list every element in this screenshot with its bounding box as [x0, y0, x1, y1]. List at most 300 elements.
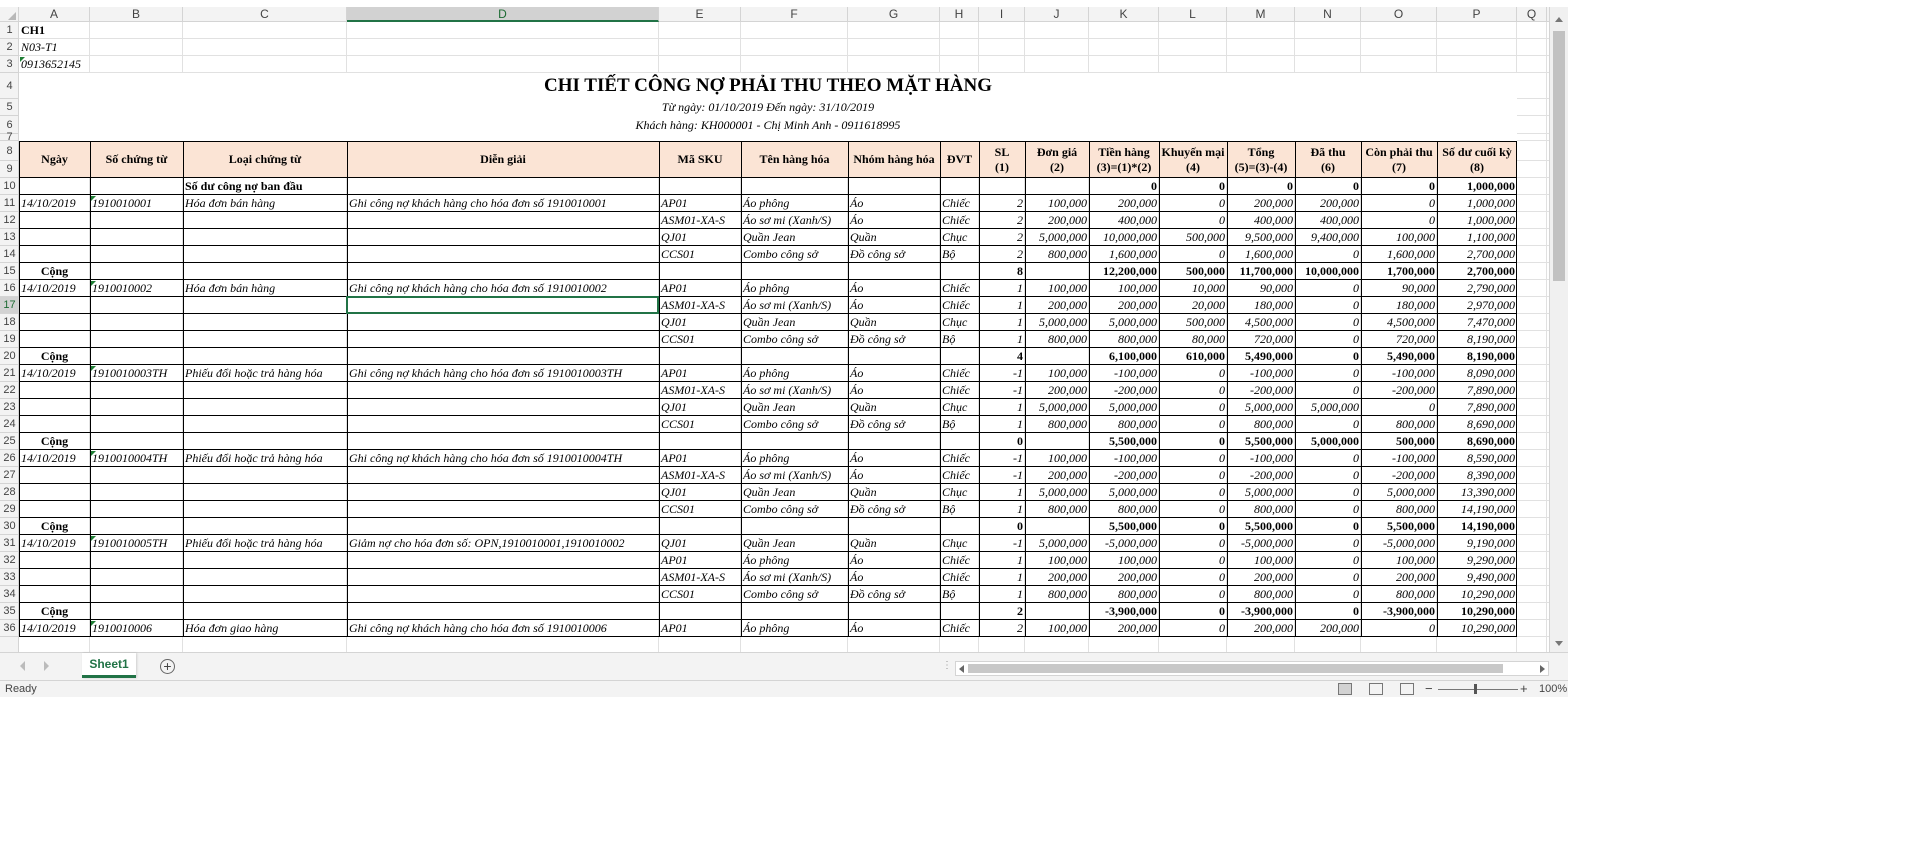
cell-n24[interactable]: 0 — [1353, 417, 1359, 431]
cell-k32[interactable]: 100,000 — [1118, 553, 1157, 567]
cell-h17[interactable]: Chiếc — [942, 298, 970, 312]
cell-b21[interactable]: 1910010003TH — [92, 366, 168, 380]
cell-p16[interactable]: 2,790,000 — [1467, 281, 1515, 295]
cell-g21[interactable]: Áo — [850, 366, 864, 380]
cell-o10[interactable]: 0 — [1429, 179, 1435, 193]
cell-i19[interactable]: 1 — [1017, 332, 1023, 346]
cell-g17[interactable]: Áo — [850, 298, 864, 312]
cell-c26[interactable]: Phiếu đổi hoặc trả hàng hóa — [185, 451, 323, 465]
cell-j13[interactable]: 5,000,000 — [1039, 230, 1087, 244]
cell-g26[interactable]: Áo — [850, 451, 864, 465]
cell-e28[interactable]: QJ01 — [661, 485, 687, 499]
cell-o16[interactable]: 90,000 — [1402, 281, 1435, 295]
cell-k27[interactable]: -200,000 — [1114, 468, 1157, 482]
cell-k17[interactable]: 200,000 — [1118, 298, 1157, 312]
cell-m11[interactable]: 200,000 — [1254, 196, 1293, 210]
cell-j16[interactable]: 100,000 — [1048, 281, 1087, 295]
cell-f19[interactable]: Combo công sở — [743, 332, 819, 346]
cell-p12[interactable]: 1,000,000 — [1467, 213, 1515, 227]
row-header-21[interactable]: 21 — [0, 365, 19, 382]
row-header-29[interactable]: 29 — [0, 501, 19, 518]
row-header-22[interactable]: 22 — [0, 382, 19, 399]
row-header-5[interactable]: 5 — [0, 99, 19, 116]
cell-n28[interactable]: 0 — [1353, 485, 1359, 499]
column-header-c[interactable]: C — [183, 7, 347, 22]
scroll-right-icon[interactable] — [1540, 665, 1545, 673]
vertical-scroll-thumb[interactable] — [1553, 31, 1565, 281]
cell-p36[interactable]: 10,290,000 — [1461, 621, 1515, 635]
cell-k24[interactable]: 800,000 — [1118, 417, 1157, 431]
cell-f17[interactable]: Áo sơ mi (Xanh/S) — [743, 298, 832, 312]
cell-p26[interactable]: 8,590,000 — [1467, 451, 1515, 465]
cell-p29[interactable]: 14,190,000 — [1461, 502, 1515, 516]
cell-l16[interactable]: 10,000 — [1192, 281, 1225, 295]
cell-f12[interactable]: Áo sơ mi (Xanh/S) — [743, 213, 832, 227]
cell-i15[interactable]: 8 — [1017, 264, 1023, 278]
cell-h34[interactable]: Bộ — [942, 587, 956, 601]
column-header-e[interactable]: E — [659, 7, 741, 22]
scroll-left-icon[interactable] — [959, 665, 964, 673]
cell-n14[interactable]: 0 — [1353, 247, 1359, 261]
cell-m33[interactable]: 200,000 — [1254, 570, 1293, 584]
row-header-32[interactable]: 32 — [0, 552, 19, 569]
cell-j31[interactable]: 5,000,000 — [1039, 536, 1087, 550]
cell-i24[interactable]: 1 — [1017, 417, 1023, 431]
prev-sheet-icon[interactable] — [20, 661, 25, 671]
cell-h27[interactable]: Chiếc — [942, 468, 970, 482]
cell-h36[interactable]: Chiếc — [942, 621, 970, 635]
cell-d21[interactable]: Ghi công nợ khách hàng cho hóa đơn số 1910010003TH — [349, 366, 623, 380]
cell-m21[interactable]: -100,000 — [1250, 366, 1293, 380]
cell-f21[interactable]: Áo phông — [743, 366, 790, 380]
cell-n21[interactable]: 0 — [1353, 366, 1359, 380]
cell-g11[interactable]: Áo — [850, 196, 864, 210]
row-header-15[interactable]: 15 — [0, 263, 19, 280]
row-header-2[interactable]: 2 — [0, 39, 19, 56]
cell-n10[interactable]: 0 — [1353, 179, 1359, 193]
cell-e18[interactable]: QJ01 — [661, 315, 687, 329]
cell-h12[interactable]: Chiếc — [942, 213, 970, 227]
cell-i36[interactable]: 2 — [1017, 621, 1023, 635]
cell-c36[interactable]: Hóa đơn giao hàng — [185, 621, 279, 635]
cell-j36[interactable]: 100,000 — [1048, 621, 1087, 635]
cell-p17[interactable]: 2,970,000 — [1467, 298, 1515, 312]
cell-f32[interactable]: Áo phông — [743, 553, 790, 567]
zoom-slider-thumb[interactable] — [1474, 684, 1477, 694]
cell-a16[interactable]: 14/10/2019 — [21, 281, 76, 295]
cell-i28[interactable]: 1 — [1017, 485, 1023, 499]
cell-k22[interactable]: -200,000 — [1114, 383, 1157, 397]
column-header-m[interactable]: M — [1227, 7, 1295, 22]
cell-i13[interactable]: 2 — [1017, 230, 1023, 244]
cell-m14[interactable]: 1,600,000 — [1245, 247, 1293, 261]
cell-n13[interactable]: 9,400,000 — [1311, 230, 1359, 244]
cell-k13[interactable]: 10,000,000 — [1103, 230, 1157, 244]
column-header-k[interactable]: K — [1089, 7, 1159, 22]
cell-p14[interactable]: 2,700,000 — [1467, 247, 1515, 261]
cell-f22[interactable]: Áo sơ mi (Xanh/S) — [743, 383, 832, 397]
row-header-6[interactable]: 6 — [0, 116, 19, 134]
cell-e23[interactable]: QJ01 — [661, 400, 687, 414]
cell-n20[interactable]: 0 — [1353, 349, 1359, 363]
cell-g33[interactable]: Áo — [850, 570, 864, 584]
cell-m23[interactable]: 5,000,000 — [1245, 400, 1293, 414]
cell-a26[interactable]: 14/10/2019 — [21, 451, 76, 465]
row-header-26[interactable]: 26 — [0, 450, 19, 467]
cell-p23[interactable]: 7,890,000 — [1467, 400, 1515, 414]
row-header-8[interactable]: 8 — [0, 141, 19, 161]
cell-p30[interactable]: 14,190,000 — [1461, 519, 1515, 533]
cell-l14[interactable]: 0 — [1219, 247, 1225, 261]
cell-e26[interactable]: AP01 — [661, 451, 688, 465]
cell-k18[interactable]: 5,000,000 — [1109, 315, 1157, 329]
cell-f13[interactable]: Quần Jean — [743, 230, 796, 244]
column-header-q[interactable]: Q — [1517, 7, 1547, 22]
cell-a11[interactable]: 14/10/2019 — [21, 196, 76, 210]
row-header-16[interactable]: 16 — [0, 280, 19, 297]
cell-p18[interactable]: 7,470,000 — [1467, 315, 1515, 329]
cell-f11[interactable]: Áo phông — [743, 196, 790, 210]
cell-n35[interactable]: 0 — [1353, 604, 1359, 618]
cell-h26[interactable]: Chiếc — [942, 451, 970, 465]
zoom-in-button[interactable]: + — [1520, 681, 1528, 696]
cell-a30[interactable]: Cộng — [40, 519, 69, 533]
cell-d36[interactable]: Ghi công nợ khách hàng cho hóa đơn số 1910010006 — [349, 621, 607, 635]
cell-n17[interactable]: 0 — [1353, 298, 1359, 312]
cell-m16[interactable]: 90,000 — [1260, 281, 1293, 295]
select-all-corner[interactable] — [0, 7, 19, 22]
cell-f18[interactable]: Quần Jean — [743, 315, 796, 329]
column-header-d[interactable]: D — [347, 7, 659, 22]
cell-l20[interactable]: 610,000 — [1186, 349, 1225, 363]
cell-o20[interactable]: 5,490,000 — [1387, 349, 1435, 363]
cell-j27[interactable]: 200,000 — [1048, 468, 1087, 482]
cell-k33[interactable]: 200,000 — [1118, 570, 1157, 584]
cell-m28[interactable]: 5,000,000 — [1245, 485, 1293, 499]
cell-n30[interactable]: 0 — [1353, 519, 1359, 533]
cell-o23[interactable]: 0 — [1429, 400, 1435, 414]
cell-g12[interactable]: Áo — [850, 213, 864, 227]
cell-j34[interactable]: 800,000 — [1048, 587, 1087, 601]
cell-h33[interactable]: Chiếc — [942, 570, 970, 584]
cell-h31[interactable]: Chục — [942, 536, 968, 550]
cell-m29[interactable]: 800,000 — [1254, 502, 1293, 516]
cell-n11[interactable]: 200,000 — [1320, 196, 1359, 210]
cell-j22[interactable]: 200,000 — [1048, 383, 1087, 397]
cell-h24[interactable]: Bộ — [942, 417, 956, 431]
cell-g29[interactable]: Đồ công sở — [850, 502, 906, 516]
cell-l27[interactable]: 0 — [1219, 468, 1225, 482]
report-customer[interactable]: Khách hàng: KH000001 - Chị Minh Anh - 0911618995 — [635, 117, 901, 132]
row-header-17[interactable]: 17 — [0, 297, 19, 314]
cell-c16[interactable]: Hóa đơn bán hàng — [185, 281, 276, 295]
cell-k14[interactable]: 1,600,000 — [1109, 247, 1157, 261]
branch-code-cell[interactable]: N03-T1 — [21, 40, 58, 54]
cell-e12[interactable]: ASM01-XA-S — [661, 213, 725, 227]
cell-f16[interactable]: Áo phông — [743, 281, 790, 295]
cell-h13[interactable]: Chục — [942, 230, 968, 244]
cell-f34[interactable]: Combo công sở — [743, 587, 819, 601]
cell-e13[interactable]: QJ01 — [661, 230, 687, 244]
scroll-up-icon[interactable] — [1555, 17, 1563, 22]
cell-i30[interactable]: 0 — [1017, 519, 1023, 533]
cell-d26[interactable]: Ghi công nợ khách hàng cho hóa đơn số 1910010004TH — [349, 451, 623, 465]
cell-f36[interactable]: Áo phông — [743, 621, 790, 635]
cell-i27[interactable]: -1 — [1013, 468, 1023, 482]
cell-l19[interactable]: 80,000 — [1192, 332, 1225, 346]
horizontal-scroll-thumb[interactable] — [968, 664, 1503, 673]
column-header-p[interactable]: P — [1437, 7, 1517, 22]
cell-b11[interactable]: 1910010001 — [92, 196, 152, 210]
cell-b16[interactable]: 1910010002 — [92, 281, 152, 295]
cell-m31[interactable]: -5,000,000 — [1241, 536, 1293, 550]
cell-m36[interactable]: 200,000 — [1254, 621, 1293, 635]
row-header-30[interactable]: 30 — [0, 518, 19, 535]
cell-i23[interactable]: 1 — [1017, 400, 1023, 414]
cell-l34[interactable]: 0 — [1219, 587, 1225, 601]
cell-m34[interactable]: 800,000 — [1254, 587, 1293, 601]
cell-m19[interactable]: 720,000 — [1254, 332, 1293, 346]
horizontal-scrollbar[interactable] — [955, 661, 1549, 676]
cell-i14[interactable]: 2 — [1017, 247, 1023, 261]
cell-g13[interactable]: Quần — [850, 230, 877, 244]
cell-i17[interactable]: 1 — [1017, 298, 1023, 312]
cell-k31[interactable]: -5,000,000 — [1105, 536, 1157, 550]
cell-o26[interactable]: -100,000 — [1392, 451, 1435, 465]
cell-a21[interactable]: 14/10/2019 — [21, 366, 76, 380]
cell-p28[interactable]: 13,390,000 — [1461, 485, 1515, 499]
cell-o22[interactable]: -200,000 — [1392, 383, 1435, 397]
cell-i33[interactable]: 1 — [1017, 570, 1023, 584]
cell-o13[interactable]: 100,000 — [1396, 230, 1435, 244]
cell-m13[interactable]: 9,500,000 — [1245, 230, 1293, 244]
cell-k30[interactable]: 5,500,000 — [1109, 519, 1157, 533]
cell-b31[interactable]: 1910010005TH — [92, 536, 168, 550]
cell-l25[interactable]: 0 — [1219, 434, 1225, 448]
cell-h22[interactable]: Chiếc — [942, 383, 970, 397]
row-header-13[interactable]: 13 — [0, 229, 19, 246]
row-header-20[interactable]: 20 — [0, 348, 19, 365]
cell-b26[interactable]: 1910010004TH — [92, 451, 168, 465]
cell-m10[interactable]: 0 — [1287, 179, 1293, 193]
column-header-g[interactable]: G — [848, 7, 940, 22]
cell-g23[interactable]: Quần — [850, 400, 877, 414]
cell-g19[interactable]: Đồ công sở — [850, 332, 906, 346]
cell-f14[interactable]: Combo công sở — [743, 247, 819, 261]
cell-a25[interactable]: Cộng — [40, 434, 69, 448]
row-header-11[interactable]: 11 — [0, 195, 19, 212]
cell-i11[interactable]: 2 — [1017, 196, 1023, 210]
cell-g18[interactable]: Quần — [850, 315, 877, 329]
normal-view-icon[interactable] — [1338, 683, 1352, 695]
cell-n36[interactable]: 200,000 — [1320, 621, 1359, 635]
cell-p33[interactable]: 9,490,000 — [1467, 570, 1515, 584]
report-date-range[interactable]: Từ ngày: 01/10/2019 Đến ngày: 31/10/2019 — [661, 100, 875, 114]
cell-o19[interactable]: 720,000 — [1396, 332, 1435, 346]
cell-h16[interactable]: Chiếc — [942, 281, 970, 295]
cell-c31[interactable]: Phiếu đổi hoặc trả hàng hóa — [185, 536, 323, 550]
cell-h32[interactable]: Chiếc — [942, 553, 970, 567]
cell-i26[interactable]: -1 — [1013, 451, 1023, 465]
cell-l23[interactable]: 0 — [1219, 400, 1225, 414]
next-sheet-icon[interactable] — [44, 661, 49, 671]
cell-k29[interactable]: 800,000 — [1118, 502, 1157, 516]
column-header-b[interactable]: B — [90, 7, 183, 22]
cell-o35[interactable]: -3,900,000 — [1383, 604, 1435, 618]
column-header-i[interactable]: I — [979, 7, 1025, 22]
cell-p25[interactable]: 8,690,000 — [1467, 434, 1515, 448]
cell-l36[interactable]: 0 — [1219, 621, 1225, 635]
cell-o31[interactable]: -5,000,000 — [1383, 536, 1435, 550]
cell-k16[interactable]: 100,000 — [1118, 281, 1157, 295]
cell-m27[interactable]: -200,000 — [1250, 468, 1293, 482]
cell-j24[interactable]: 800,000 — [1048, 417, 1087, 431]
cell-k26[interactable]: -100,000 — [1114, 451, 1157, 465]
cell-k11[interactable]: 200,000 — [1118, 196, 1157, 210]
cell-e36[interactable]: AP01 — [661, 621, 688, 635]
cell-i22[interactable]: -1 — [1013, 383, 1023, 397]
cell-o25[interactable]: 500,000 — [1396, 434, 1435, 448]
cell-d16[interactable]: Ghi công nợ khách hàng cho hóa đơn số 1910010002 — [349, 281, 607, 295]
cell-l33[interactable]: 0 — [1219, 570, 1225, 584]
cell-f29[interactable]: Combo công sở — [743, 502, 819, 516]
cell-o15[interactable]: 1,700,000 — [1387, 264, 1435, 278]
cell-m30[interactable]: 5,500,000 — [1245, 519, 1293, 533]
cell-d11[interactable]: Ghi công nợ khách hàng cho hóa đơn số 1910010001 — [349, 196, 607, 210]
cell-a20[interactable]: Cộng — [40, 349, 69, 363]
cell-n33[interactable]: 0 — [1353, 570, 1359, 584]
row-header-23[interactable]: 23 — [0, 399, 19, 416]
row-header-36[interactable]: 36 — [0, 620, 19, 637]
cell-n18[interactable]: 0 — [1353, 315, 1359, 329]
cell-p19[interactable]: 8,190,000 — [1467, 332, 1515, 346]
cell-l12[interactable]: 0 — [1219, 213, 1225, 227]
page-break-view-icon[interactable] — [1400, 683, 1414, 695]
cell-p27[interactable]: 8,390,000 — [1467, 468, 1515, 482]
cell-n19[interactable]: 0 — [1353, 332, 1359, 346]
cell-p34[interactable]: 10,290,000 — [1461, 587, 1515, 601]
cell-o24[interactable]: 800,000 — [1396, 417, 1435, 431]
cell-e19[interactable]: CCS01 — [661, 332, 696, 346]
cell-h14[interactable]: Bộ — [942, 247, 956, 261]
cell-o18[interactable]: 4,500,000 — [1387, 315, 1435, 329]
row-header-7[interactable]: 7 — [0, 134, 19, 141]
cell-m15[interactable]: 11,700,000 — [1239, 264, 1293, 278]
cell-m17[interactable]: 180,000 — [1254, 298, 1293, 312]
column-header-j[interactable]: J — [1025, 7, 1089, 22]
cell-o27[interactable]: -200,000 — [1392, 468, 1435, 482]
row-header-25[interactable]: 25 — [0, 433, 19, 450]
cell-a31[interactable]: 14/10/2019 — [21, 536, 76, 550]
cell-o14[interactable]: 1,600,000 — [1387, 247, 1435, 261]
cell-p32[interactable]: 9,290,000 — [1467, 553, 1515, 567]
cell-i34[interactable]: 1 — [1017, 587, 1023, 601]
sheet-tab[interactable]: Sheet1 — [82, 653, 136, 678]
cell-f26[interactable]: Áo phông — [743, 451, 790, 465]
cell-e32[interactable]: AP01 — [661, 553, 688, 567]
cell-k28[interactable]: 5,000,000 — [1109, 485, 1157, 499]
worksheet-grid[interactable] — [19, 22, 1549, 652]
cell-c21[interactable]: Phiếu đổi hoặc trả hàng hóa — [185, 366, 323, 380]
cell-o33[interactable]: 200,000 — [1396, 570, 1435, 584]
cell-k12[interactable]: 400,000 — [1118, 213, 1157, 227]
cell-e17[interactable]: ASM01-XA-S — [661, 298, 725, 312]
cell-n31[interactable]: 0 — [1353, 536, 1359, 550]
cell-j14[interactable]: 800,000 — [1048, 247, 1087, 261]
cell-d31[interactable]: Giảm nợ cho hóa đơn số: OPN,1910010001,1910010002 — [349, 536, 625, 550]
cell-h19[interactable]: Bộ — [942, 332, 956, 346]
cell-p13[interactable]: 1,100,000 — [1467, 230, 1515, 244]
cell-l31[interactable]: 0 — [1219, 536, 1225, 550]
cell-l28[interactable]: 0 — [1219, 485, 1225, 499]
cell-h11[interactable]: Chiếc — [942, 196, 970, 210]
zoom-level[interactable]: 100% — [1539, 683, 1568, 695]
cell-f33[interactable]: Áo sơ mi (Xanh/S) — [743, 570, 832, 584]
cell-j23[interactable]: 5,000,000 — [1039, 400, 1087, 414]
cell-g28[interactable]: Quần — [850, 485, 877, 499]
column-header-h[interactable]: H — [940, 7, 979, 22]
cell-m35[interactable]: -3,900,000 — [1241, 604, 1293, 618]
row-header-27[interactable]: 27 — [0, 467, 19, 484]
row-header-10[interactable]: 10 — [0, 178, 19, 195]
cell-n23[interactable]: 5,000,000 — [1311, 400, 1359, 414]
cell-l21[interactable]: 0 — [1219, 366, 1225, 380]
cell-o36[interactable]: 0 — [1429, 621, 1435, 635]
cell-g27[interactable]: Áo — [850, 468, 864, 482]
cell-p24[interactable]: 8,690,000 — [1467, 417, 1515, 431]
cell-l22[interactable]: 0 — [1219, 383, 1225, 397]
cell-h23[interactable]: Chục — [942, 400, 968, 414]
cell-k36[interactable]: 200,000 — [1118, 621, 1157, 635]
cell-j11[interactable]: 100,000 — [1048, 196, 1087, 210]
cell-j29[interactable]: 800,000 — [1048, 502, 1087, 516]
cell-i16[interactable]: 1 — [1017, 281, 1023, 295]
cell-f27[interactable]: Áo sơ mi (Xanh/S) — [743, 468, 832, 482]
cell-k34[interactable]: 800,000 — [1118, 587, 1157, 601]
scroll-down-icon[interactable] — [1555, 641, 1563, 646]
cell-h21[interactable]: Chiếc — [942, 366, 970, 380]
cell-l18[interactable]: 500,000 — [1186, 315, 1225, 329]
cell-j32[interactable]: 100,000 — [1048, 553, 1087, 567]
tab-split-handle[interactable]: ⋮ — [942, 660, 951, 671]
cell-c11[interactable]: Hóa đơn bán hàng — [185, 196, 276, 210]
cell-f28[interactable]: Quần Jean — [743, 485, 796, 499]
cell-o11[interactable]: 0 — [1429, 196, 1435, 210]
cell-i21[interactable]: -1 — [1013, 366, 1023, 380]
cell-g31[interactable]: Quần — [850, 536, 877, 550]
cell-p21[interactable]: 8,090,000 — [1467, 366, 1515, 380]
cell-i12[interactable]: 2 — [1017, 213, 1023, 227]
row-header-18[interactable]: 18 — [0, 314, 19, 331]
cell-g22[interactable]: Áo — [850, 383, 864, 397]
cell-o30[interactable]: 5,500,000 — [1387, 519, 1435, 533]
cell-j18[interactable]: 5,000,000 — [1039, 315, 1087, 329]
cell-f23[interactable]: Quần Jean — [743, 400, 796, 414]
column-header-f[interactable]: F — [741, 7, 848, 22]
cell-i25[interactable]: 0 — [1017, 434, 1023, 448]
cell-e27[interactable]: ASM01-XA-S — [661, 468, 725, 482]
cell-a36[interactable]: 14/10/2019 — [21, 621, 76, 635]
row-header-4[interactable]: 4 — [0, 73, 19, 99]
cell-p11[interactable]: 1,000,000 — [1467, 196, 1515, 210]
cell-e16[interactable]: AP01 — [661, 281, 688, 295]
cell-m18[interactable]: 4,500,000 — [1245, 315, 1293, 329]
row-header-34[interactable]: 34 — [0, 586, 19, 603]
zoom-out-button[interactable]: − — [1425, 681, 1433, 696]
cell-e31[interactable]: QJ01 — [661, 536, 687, 550]
cell-n25[interactable]: 5,000,000 — [1311, 434, 1359, 448]
cell-l15[interactable]: 500,000 — [1186, 264, 1225, 278]
